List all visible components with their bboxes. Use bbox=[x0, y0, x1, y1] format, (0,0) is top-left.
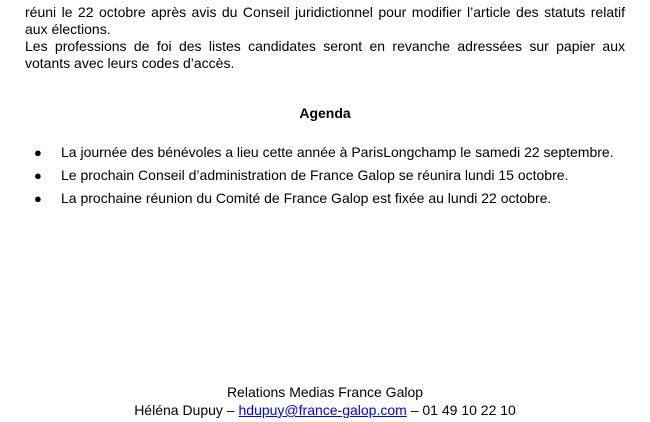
agenda-item bbox=[34, 167, 626, 184]
separator: – bbox=[222, 402, 239, 418]
agenda-item-text: La journée des bénévoles a lieu cette année à ParisLongchamp le samedi 22 septembre. bbox=[61, 144, 614, 160]
separator: – bbox=[406, 402, 423, 418]
intro-paragraph-professions: Les professions de foi des listes candidates seront en revanche adressées sur papier aux votants avec leurs codes d’accès. bbox=[25, 38, 625, 71]
agenda-item bbox=[34, 144, 626, 161]
footer-contact-line bbox=[0, 401, 650, 419]
footer-org: Relations Medias France Galop bbox=[226, 384, 424, 400]
intro-section bbox=[25, 4, 625, 72]
agenda-item-text: Le prochain Conseil d’administration de France Galop se réunira lundi 15 octobre. bbox=[61, 167, 569, 183]
email-link[interactable]: hdupuy@france-galop.com bbox=[238, 402, 407, 418]
intro-paragraph-elections: réuni le 22 octobre après avis du Conseil juridictionnel pour modifier l’article des statuts relatif aux élections. bbox=[25, 4, 625, 37]
bullet-dot-icon: ● bbox=[34, 191, 42, 206]
agenda-heading: Agenda bbox=[299, 105, 351, 121]
bullet-dot-icon: ● bbox=[34, 168, 42, 183]
agenda-item bbox=[34, 190, 626, 207]
bullet-dot-icon: ● bbox=[34, 145, 42, 160]
phone-number: 01 49 10 22 10 bbox=[422, 402, 516, 418]
contact-name: Héléna Dupuy bbox=[134, 402, 223, 418]
footer-contact bbox=[0, 383, 650, 419]
agenda-item-text: La prochaine réunion du Comité de France Galop est fixée au lundi 22 octobre. bbox=[61, 190, 552, 206]
agenda-list bbox=[34, 144, 626, 213]
